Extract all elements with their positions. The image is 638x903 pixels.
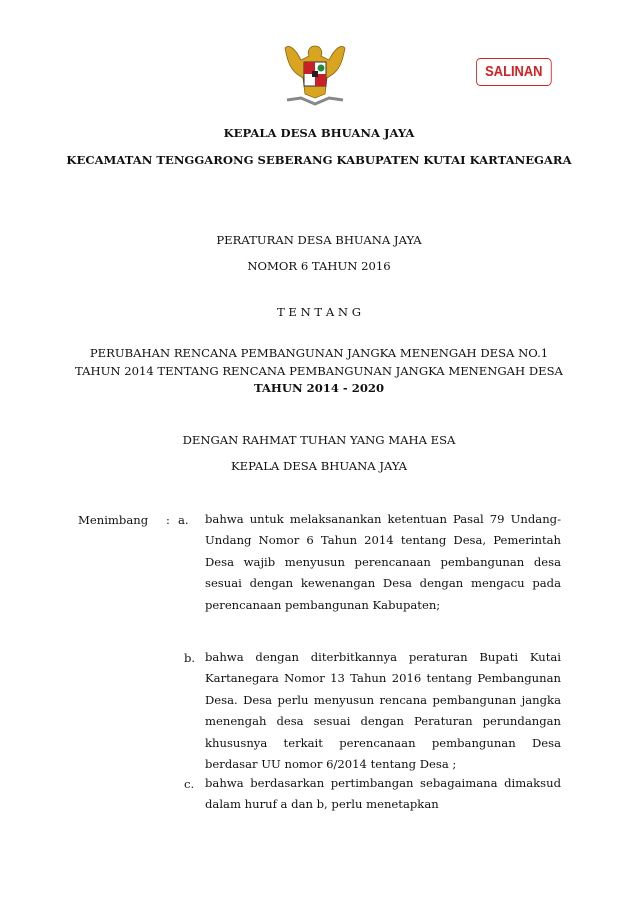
authority: KEPALA DESA BHUANA JAYA [230, 459, 408, 473]
considering-item-marker: b. [184, 651, 196, 665]
paragraph-line: sesuai dengan kewenangan Desa dengan mengacu pada [205, 576, 561, 591]
regulation-subject-line2: TAHUN 2014 TENTANG RENCANA PEMBANGUNAN JANGKA MENENGAH DESA [75, 364, 563, 378]
considering-item [205, 773, 561, 816]
regulation-name: PERATURAN DESA BHUANA JAYA [216, 233, 422, 247]
regulation-subject-line1: PERUBAHAN RENCANA PEMBANGUNAN JANGKA MENENGAH DESA NO.1 [89, 346, 549, 360]
paragraph-line: Kartanegara Nomor 13 Tahun 2016 tentang Pembangunan [205, 671, 561, 686]
paragraph-line: perencanaan pembangunan Kabupaten; [205, 597, 441, 612]
regulation-number: NOMOR 6 TAHUN 2016 [247, 259, 391, 273]
paragraph-line: menengah desa sesuai dengan Peraturan perundangan [205, 714, 561, 729]
header-subtitle: KECAMATAN TENGGARONG SEBERANG KABUPATEN KUTAI KARTANEGARA [66, 153, 572, 167]
regulation-subject-line3: TAHUN 2014 - 2020 [253, 381, 385, 395]
considering-item-marker: a. [178, 513, 189, 527]
regulation-about: T E N T A N G [277, 305, 361, 319]
paragraph-line: bahwa dengan diterbitkannya peraturan Bupati Kutai [205, 650, 561, 664]
paragraph-line: Undang Nomor 6 Tahun 2014 tentang Desa, Pemerintah [205, 533, 561, 548]
paragraph-line: Desa wajib menyusun perencanaan pembangunan desa [205, 554, 561, 569]
paragraph-line: berdasar UU nomor 6/2014 tentang Desa ; [205, 756, 457, 771]
considering-item [205, 647, 561, 775]
header-title: KEPALA DESA BHUANA JAYA [223, 126, 415, 140]
paragraph-line: bahwa berdasarkan pertimbangan sebagaimana dimaksud [205, 776, 561, 790]
considering-item-marker: c. [184, 777, 195, 791]
considering-label: Menimbang [78, 513, 149, 527]
blessing: DENGAN RAHMAT TUHAN YANG MAHA ESA [182, 433, 456, 447]
considering-item [205, 509, 561, 616]
paragraph-line: khususnya terkait perencanaan pembangunan Desa [205, 735, 561, 750]
considering-colon: : [166, 513, 170, 527]
paragraph-line: Desa. Desa perlu menyusun rencana pembangunan jangka [205, 692, 561, 707]
garuda-emblem [281, 38, 349, 108]
salinan-stamp: SALINAN [476, 58, 552, 86]
paragraph-line: dalam huruf a dan b, perlu menetapkan [205, 797, 439, 812]
paragraph-line: bahwa untuk melaksanankan ketentuan Pasal 79 Undang- [205, 512, 561, 526]
